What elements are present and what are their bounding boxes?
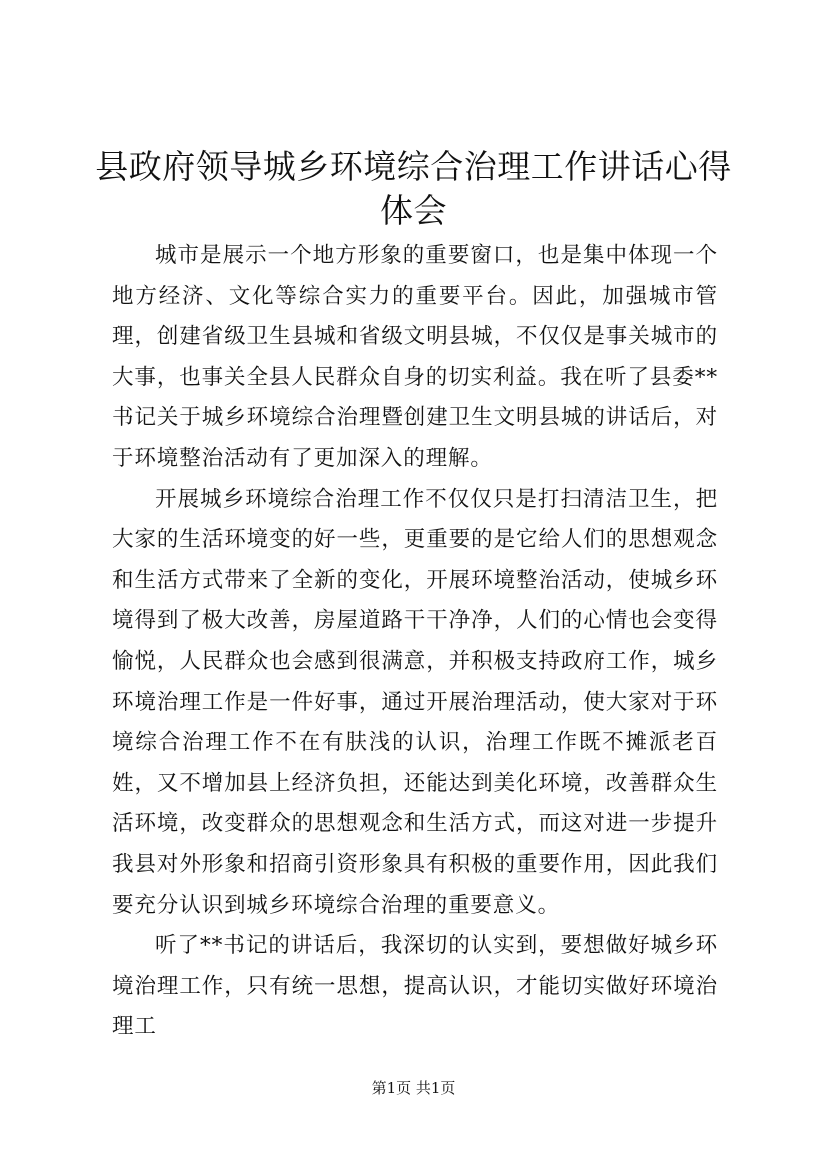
document-body (112, 236, 718, 1048)
document-title: 县政府领导城乡环境综合治理工作讲话心得体会 (95, 147, 732, 230)
paragraph-3: 听了**书记的讲话后，我深切的认实到，要想做好城乡环境治理工作，只有统一思想，提高认识，才能切实做好环境治理工 (112, 933, 718, 1040)
page-footer: 第1页 共1页 (371, 1079, 456, 1097)
paragraph-2: 开展城乡环境综合治理工作不仅仅只是打扫清洁卫生，把大家的生活环境变的好一些，更重要的是它给人们的思想观念和生活方式带来了全新的变化，开展环境整治活动，使城乡环境得到了极大改善，房屋道路干干净净，人们的心情也会变得愉悦，人民群众也会感到很满意，并积极支持政府工作，城乡环境治理工作是一件好事，通过开展治理活动，使大家对于环境综合治理工作不在有肤浅的认识，治理工作既不摊派老百姓，又不增加县上经济负担，还能达到美化环境，改善群众生活环境，改变群众的思想观念和生活方式，而这对进一步提升我县对外形象和招商引资形象具有积极的重要作用，因此我们要充分认识到城乡环境综合治理的重要意义。 (112, 486, 718, 918)
paragraph-1: 城市是展示一个地方形象的重要窗口，也是集中体现一个地方经济、文化等综合实力的重要平台。因此，加强城市管理，创建省级卫生县城和省级文明县城，不仅仅是事关城市的大事，也事关全县人民群众自身的切实利益。我在听了县委**书记关于城乡环境综合治理暨创建卫生文明县城的讲话后，对于环境整治活动有了更加深入的理解。 (112, 243, 718, 471)
